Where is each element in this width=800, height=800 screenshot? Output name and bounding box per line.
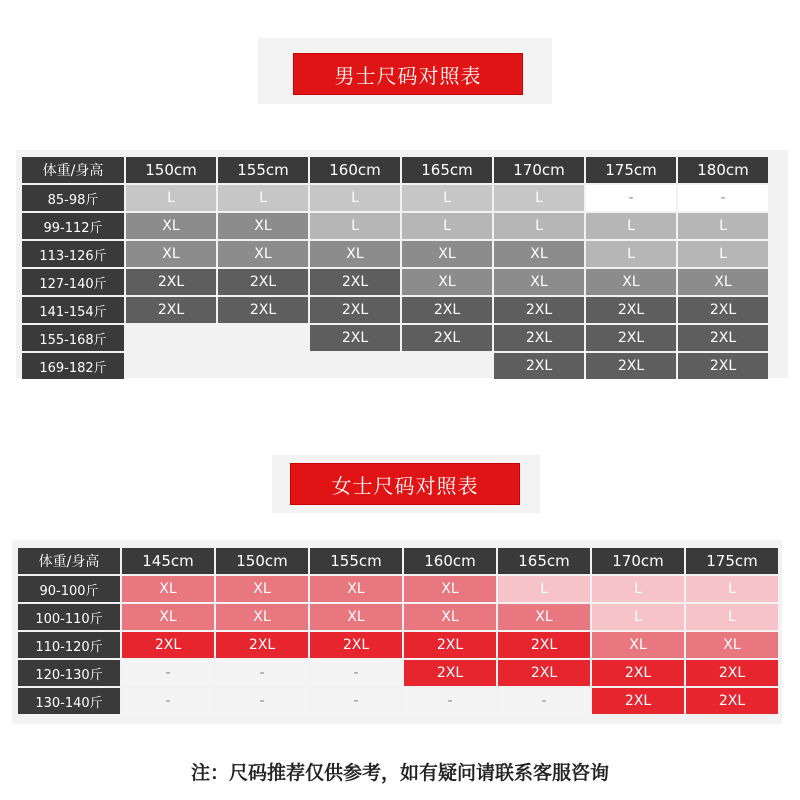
- women-size-cell: -: [216, 660, 308, 686]
- men-size-cell: L: [402, 213, 492, 239]
- men-size-cell: XL: [494, 241, 584, 267]
- men-size-cell: XL: [218, 213, 308, 239]
- men-height-header: 180cm: [678, 157, 768, 183]
- men-size-cell: L: [494, 213, 584, 239]
- men-height-header: 160cm: [310, 157, 400, 183]
- men-size-cell: 2XL: [586, 297, 676, 323]
- women-size-cell: L: [498, 576, 590, 602]
- men-size-cell: 2XL: [494, 353, 584, 379]
- women-size-cell: XL: [310, 576, 402, 602]
- men-size-cell: XL: [126, 213, 216, 239]
- women-weight-label: 100-110斤: [18, 604, 120, 630]
- women-size-cell: XL: [216, 576, 308, 602]
- men-height-header: 155cm: [218, 157, 308, 183]
- men-size-cell: 2XL: [402, 297, 492, 323]
- women-size-cell: L: [592, 604, 684, 630]
- men-size-cell: [218, 353, 308, 379]
- men-size-cell: L: [494, 185, 584, 211]
- men-size-cell: XL: [494, 269, 584, 295]
- men-size-cell: 2XL: [494, 297, 584, 323]
- men-size-cell: 2XL: [218, 269, 308, 295]
- men-size-cell: [126, 353, 216, 379]
- men-weight-label: 99-112斤: [22, 213, 124, 239]
- men-weight-label: 85-98斤: [22, 185, 124, 211]
- men-size-cell: XL: [402, 241, 492, 267]
- men-size-cell: [218, 325, 308, 351]
- men-size-cell: L: [678, 213, 768, 239]
- men-size-cell: XL: [126, 241, 216, 267]
- women-size-cell: XL: [216, 604, 308, 630]
- men-weight-label: 113-126斤: [22, 241, 124, 267]
- men-size-cell: 2XL: [494, 325, 584, 351]
- men-size-cell: L: [310, 213, 400, 239]
- women-size-cell: 2XL: [592, 688, 684, 714]
- women-weight-label: 120-130斤: [18, 660, 120, 686]
- men-size-cell: 2XL: [218, 297, 308, 323]
- men-size-cell: L: [310, 185, 400, 211]
- men-size-cell: L: [586, 213, 676, 239]
- men-weight-label: 127-140斤: [22, 269, 124, 295]
- men-size-cell: [310, 353, 400, 379]
- men-height-header: 150cm: [126, 157, 216, 183]
- women-weight-label: 90-100斤: [18, 576, 120, 602]
- men-size-cell: 2XL: [126, 297, 216, 323]
- women-size-cell: 2XL: [592, 660, 684, 686]
- men-size-cell: L: [402, 185, 492, 211]
- women-size-cell: XL: [404, 604, 496, 630]
- men-title-banner: 男士尺码对照表: [294, 54, 522, 94]
- women-size-cell: -: [122, 688, 214, 714]
- women-size-cell: XL: [686, 632, 778, 658]
- men-size-cell: -: [678, 185, 768, 211]
- men-weight-label: 169-182斤: [22, 353, 124, 379]
- women-size-cell: 2XL: [122, 632, 214, 658]
- men-size-cell: XL: [586, 269, 676, 295]
- women-size-cell: 2XL: [686, 660, 778, 686]
- women-corner-header: 体重/身高: [18, 548, 120, 574]
- women-size-cell: 2XL: [404, 660, 496, 686]
- women-height-header: 145cm: [122, 548, 214, 574]
- women-size-cell: 2XL: [404, 632, 496, 658]
- men-size-cell: 2XL: [402, 325, 492, 351]
- women-height-header: 165cm: [498, 548, 590, 574]
- women-size-cell: 2XL: [498, 632, 590, 658]
- men-height-header: 170cm: [494, 157, 584, 183]
- men-size-cell: XL: [310, 241, 400, 267]
- men-size-cell: 2XL: [310, 297, 400, 323]
- women-size-cell: XL: [498, 604, 590, 630]
- men-size-cell: 2XL: [586, 325, 676, 351]
- women-size-cell: 2XL: [686, 688, 778, 714]
- men-size-cell: L: [678, 241, 768, 267]
- women-size-cell: -: [122, 660, 214, 686]
- women-size-cell: XL: [404, 576, 496, 602]
- men-size-cell: 2XL: [586, 353, 676, 379]
- women-size-cell: L: [592, 576, 684, 602]
- women-weight-label: 110-120斤: [18, 632, 120, 658]
- women-size-cell: 2XL: [216, 632, 308, 658]
- women-size-cell: XL: [122, 604, 214, 630]
- men-size-cell: 2XL: [678, 297, 768, 323]
- women-size-cell: L: [686, 604, 778, 630]
- men-weight-label: 141-154斤: [22, 297, 124, 323]
- men-corner-header: 体重/身高: [22, 157, 124, 183]
- men-size-cell: 2XL: [310, 325, 400, 351]
- men-size-cell: 2XL: [678, 325, 768, 351]
- footnote: 注：尺码推荐仅供参考，如有疑问请联系客服咨询: [190, 762, 609, 784]
- women-size-cell: XL: [122, 576, 214, 602]
- men-size-cell: L: [126, 185, 216, 211]
- women-size-cell: -: [498, 688, 590, 714]
- men-size-cell: L: [218, 185, 308, 211]
- women-height-header: 155cm: [310, 548, 402, 574]
- men-size-cell: L: [586, 241, 676, 267]
- women-height-header: 170cm: [592, 548, 684, 574]
- women-size-cell: -: [310, 660, 402, 686]
- men-size-cell: [126, 325, 216, 351]
- men-size-cell: [402, 353, 492, 379]
- women-size-cell: -: [404, 688, 496, 714]
- women-height-header: 160cm: [404, 548, 496, 574]
- women-size-cell: 2XL: [498, 660, 590, 686]
- women-weight-label: 130-140斤: [18, 688, 120, 714]
- women-size-cell: XL: [592, 632, 684, 658]
- women-size-cell: 2XL: [310, 632, 402, 658]
- men-size-cell: XL: [678, 269, 768, 295]
- women-size-cell: XL: [310, 604, 402, 630]
- men-size-cell: 2XL: [310, 269, 400, 295]
- women-size-cell: -: [216, 688, 308, 714]
- men-height-header: 165cm: [402, 157, 492, 183]
- men-height-header: 175cm: [586, 157, 676, 183]
- women-size-cell: -: [310, 688, 402, 714]
- men-size-cell: 2XL: [126, 269, 216, 295]
- women-height-header: 150cm: [216, 548, 308, 574]
- men-size-cell: XL: [218, 241, 308, 267]
- women-size-cell: L: [686, 576, 778, 602]
- women-height-header: 175cm: [686, 548, 778, 574]
- men-size-cell: 2XL: [678, 353, 768, 379]
- men-size-cell: -: [586, 185, 676, 211]
- men-size-cell: XL: [402, 269, 492, 295]
- women-title-banner: 女士尺码对照表: [291, 464, 519, 504]
- men-weight-label: 155-168斤: [22, 325, 124, 351]
